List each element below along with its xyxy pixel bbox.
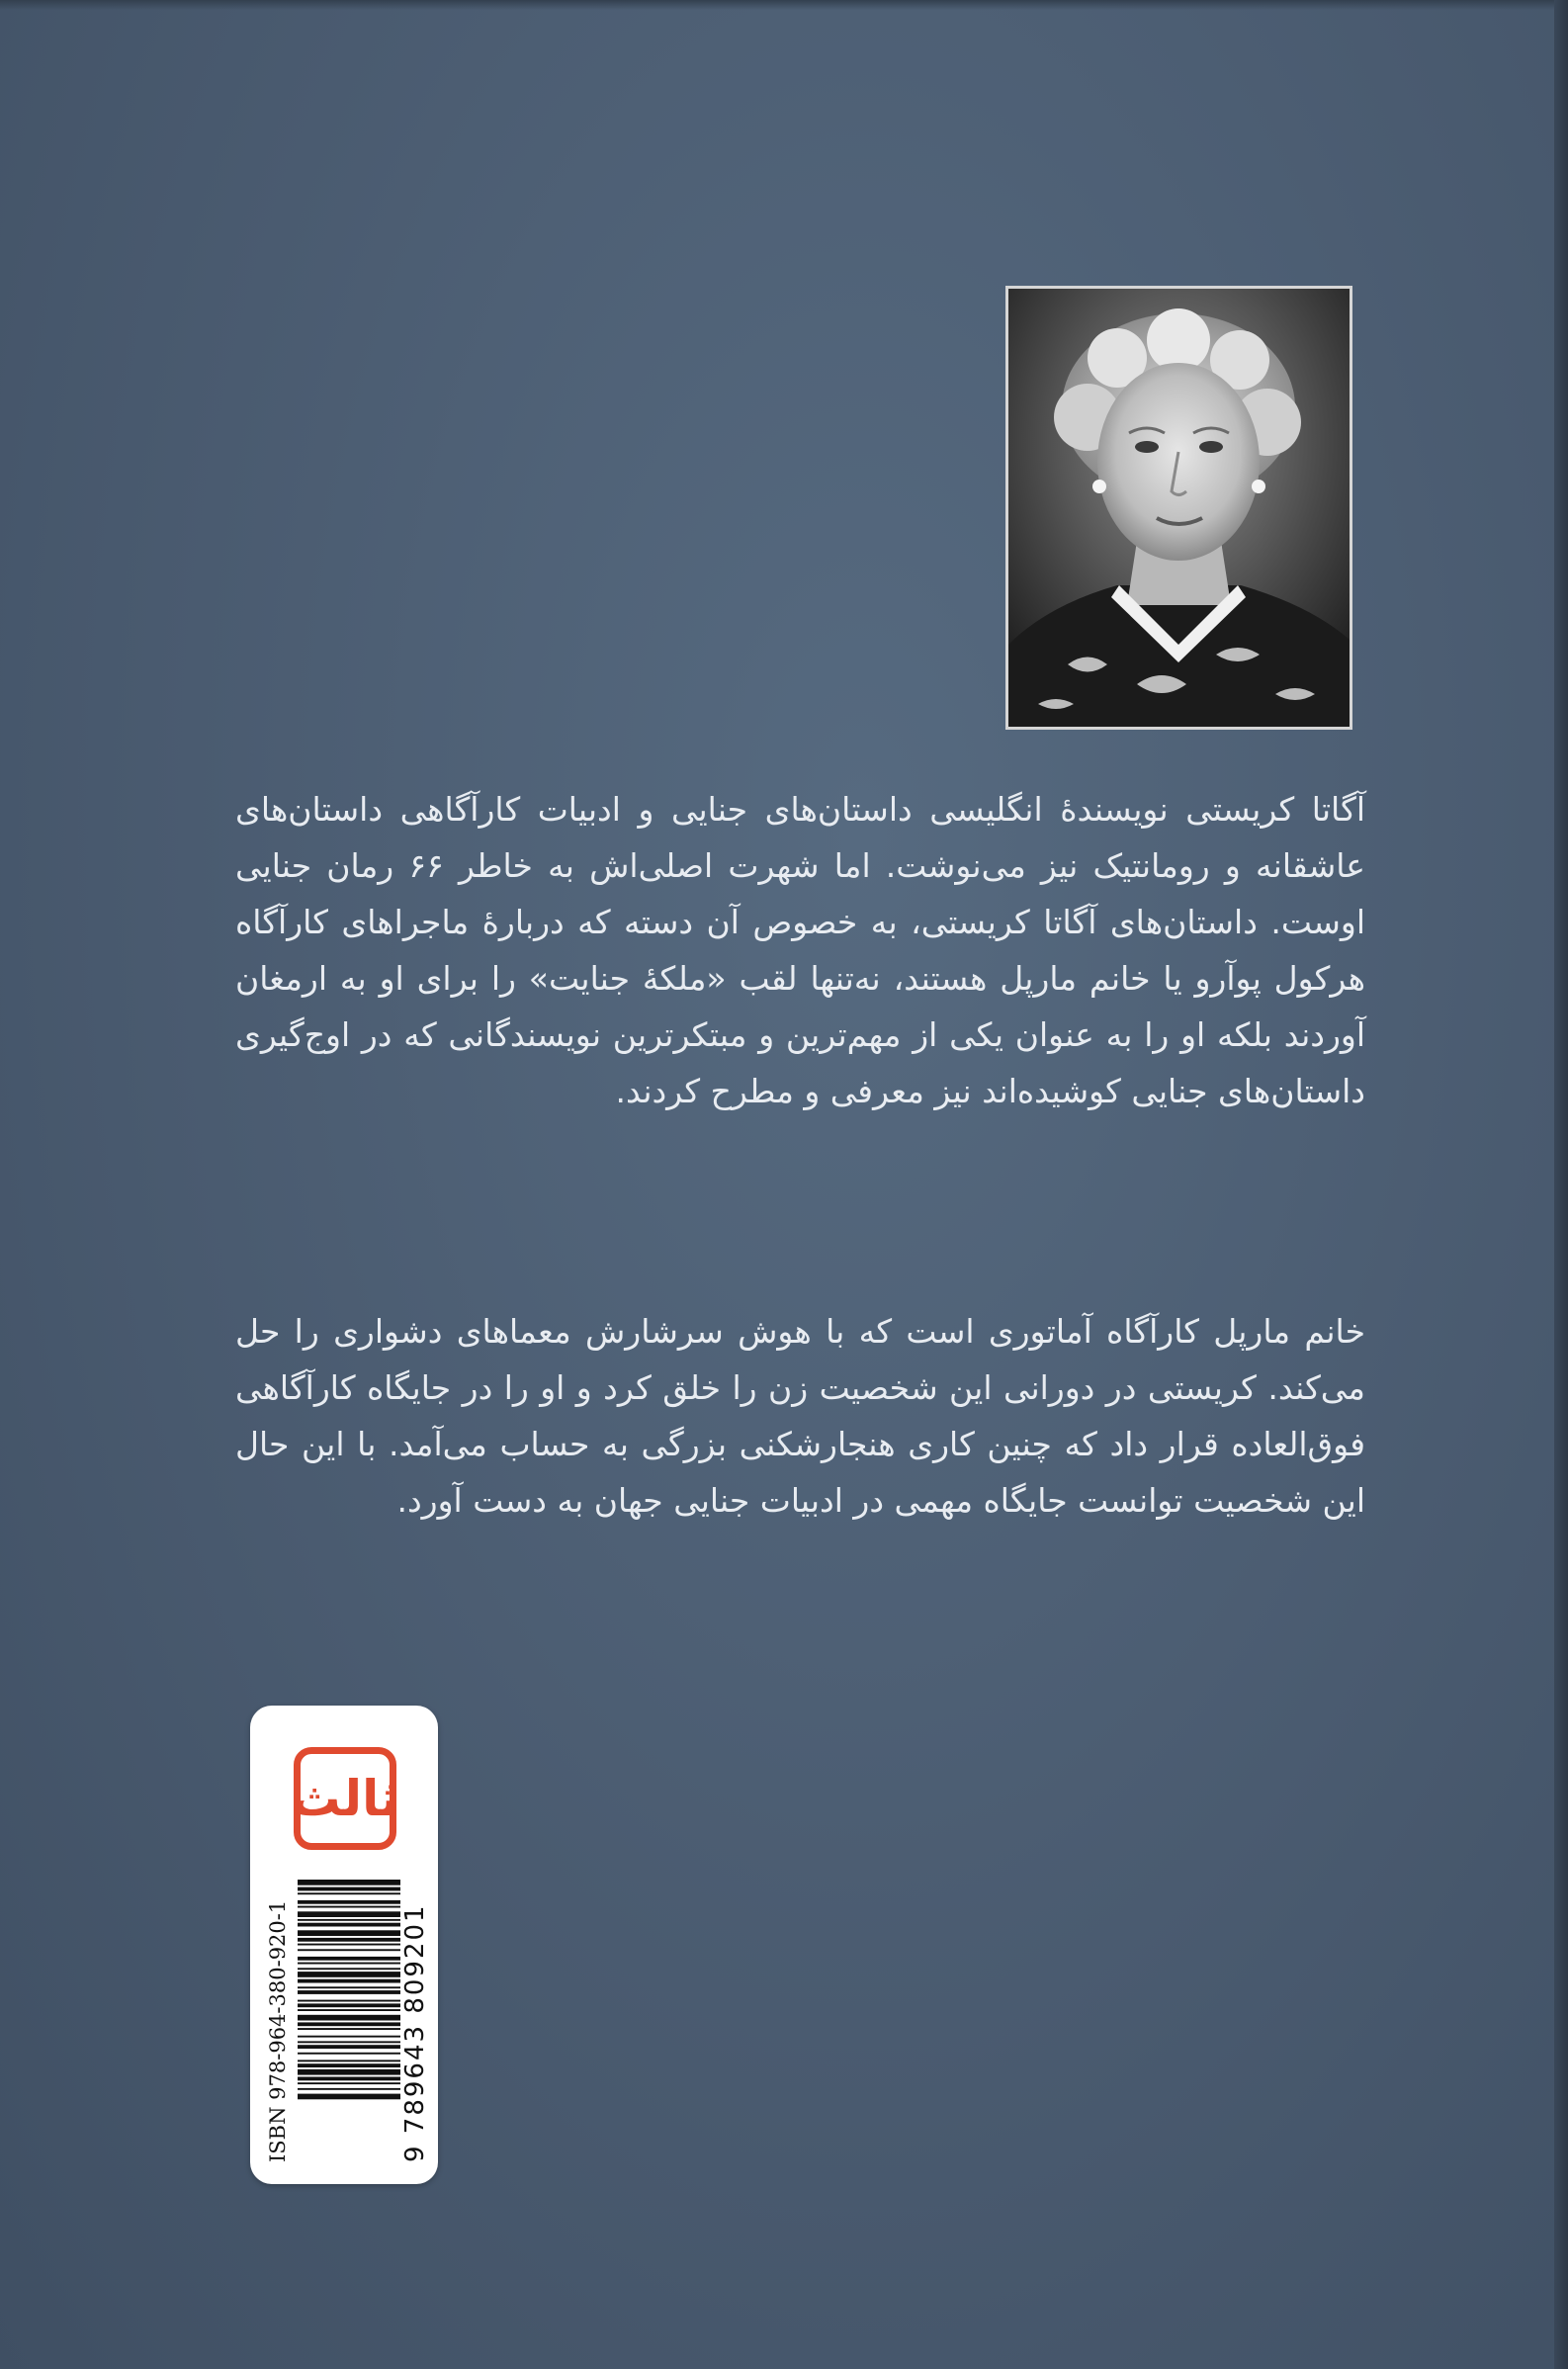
barcode-bar xyxy=(298,2088,400,2090)
barcode-bar xyxy=(298,2060,400,2062)
bio-paragraph-1: آگاتا کریستی نویسندهٔ انگلیسی داستان‌های جنایی و ادبیات کارآگاهی داستان‌های عاشقانه و رومانتیک نیز می‌نوشت. اما شهرت اصلی‌اش به خاطر ۶۶ رمان جنایی اوست. داستان‌های آگاتا کریستی، به خصوص آن دسته که دربارهٔ ماجراهای کارآگاه هرکول پوآرو یا خانم مارپل هستند، نه‌تنها لقب «ملکهٔ جنایت» را برای او به ارمغان آوردند بلکه او را به عنوان یکی از مهم‌ترین و مبتکرترین نویسندگانی که در اوج‌گیری داستان‌های جنایی کوشیده‌اند نیز معرفی و مطرح کردند. xyxy=(235,790,1365,1110)
isbn-label: ISBN 978-964-380-920-1 xyxy=(266,1899,290,2162)
barcode-bar xyxy=(298,2009,400,2011)
barcode-bar xyxy=(298,1923,400,1927)
barcode-bar xyxy=(298,2077,400,2081)
barcode-bar xyxy=(298,1979,400,1983)
barcode-bar xyxy=(298,1949,400,1951)
ean-digits: 9 789643 809201 xyxy=(400,1903,430,2162)
barcode-bar xyxy=(298,1968,400,1970)
barcode-bar xyxy=(298,1900,400,1904)
barcode-bar xyxy=(298,1986,400,1988)
barcode-bar xyxy=(298,1892,400,1894)
barcode-bar xyxy=(298,2069,400,2075)
barcode-bar xyxy=(298,1919,400,1921)
barcode-bar xyxy=(298,1944,400,1946)
cover-spine-edge xyxy=(1554,0,1568,2369)
barcode-bar xyxy=(298,1887,400,1891)
barcode-bar xyxy=(298,2003,400,2007)
publisher-logo-text: ثالث xyxy=(291,1770,399,1827)
barcode-bar xyxy=(298,2022,400,2026)
barcode-bar xyxy=(298,1930,400,1936)
barcode-bar xyxy=(298,1938,400,1942)
barcode-bar xyxy=(298,2028,400,2030)
barcode-bar xyxy=(298,1880,400,1886)
barcode-bar xyxy=(298,2000,400,2002)
barcode-bar xyxy=(298,1911,400,1917)
publisher-logo xyxy=(291,1747,399,1850)
barcode-bar xyxy=(298,2045,400,2049)
barcode-bar xyxy=(298,1957,400,1961)
barcode-bar xyxy=(298,2041,400,2043)
publisher-barcode-sticker xyxy=(250,1706,438,2184)
bio-paragraph-2: خانم مارپل کارآگاه آماتوری است که با هوش سرشارش معماهای دشواری را حل می‌کند. کریستی در دورانی این شخصیت زن را خلق کرد و او را در جایگاه کارآگاهی فوق‌العاده قرار داد که چنین کاری هنجارشکنی بزرگی به حساب می‌آمد. با این حال این شخصیت توانست جایگاه مهمی در ادبیات جنایی جهان به دست آورد. xyxy=(235,1312,1365,1520)
barcode-bar xyxy=(298,2015,400,2021)
barcode-bar xyxy=(298,2036,400,2038)
barcode-bar xyxy=(298,2053,400,2055)
barcode-bar xyxy=(298,1963,400,1965)
barcode-bar xyxy=(298,1972,400,1977)
barcode-bar xyxy=(298,1906,400,1908)
barcode-bar xyxy=(298,2063,400,2067)
cover-top-edge xyxy=(0,0,1568,10)
barcode-bar xyxy=(298,2094,400,2100)
barcode-bar xyxy=(298,2082,400,2084)
barcode-bar xyxy=(298,1990,400,1994)
author-portrait xyxy=(1005,286,1352,730)
barcode-bars xyxy=(298,1880,400,2099)
